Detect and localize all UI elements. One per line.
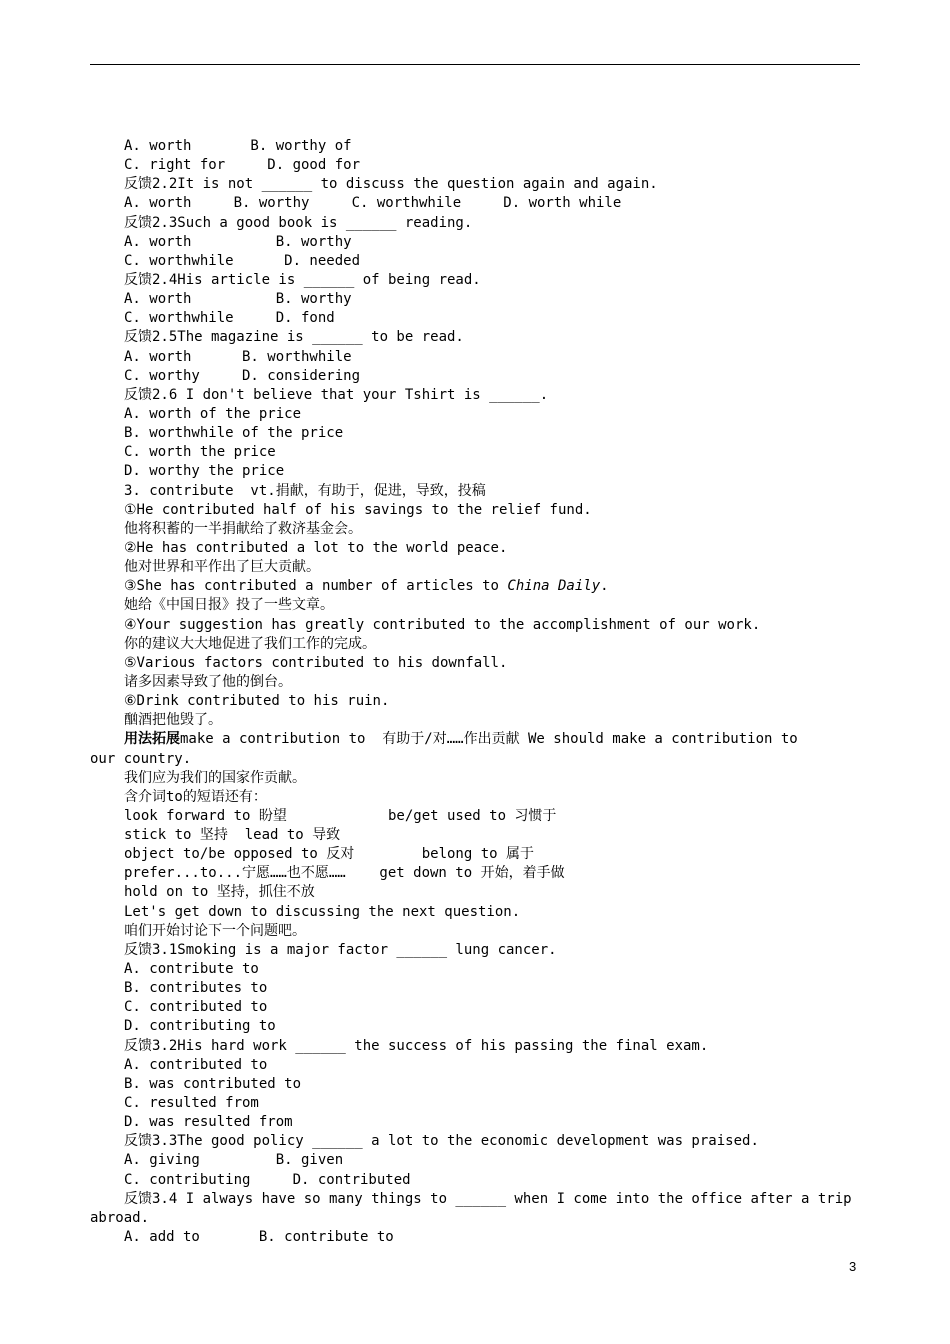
- usage-continuation: our country.: [90, 750, 192, 767]
- text-line: 酗酒把他毁了。: [124, 712, 222, 729]
- text-line: prefer...to...宁愿……也不愿…… get down to 开始，着手做: [124, 865, 565, 882]
- text-line: A. worth B. worthy C. worthwhile D. worth while: [124, 195, 622, 212]
- phrase-and-exercise-block: [90, 769, 860, 1190]
- question-3-4-continuation: abroad.: [90, 1209, 150, 1226]
- text-line: ①He contributed half of his savings to the relief fund.: [124, 501, 592, 518]
- text-line: stick to 坚持 lead to 导致: [124, 827, 341, 844]
- header-rule: [90, 64, 860, 65]
- text-line: ⑥Drink contributed to his ruin.: [124, 693, 390, 710]
- text-line: 反馈2.3Such a good book is ______ reading.: [124, 214, 473, 231]
- text-line: 3. contribute vt.捐献，有助于，促进，导致，投稿: [124, 482, 486, 499]
- text-line: A. contributed to: [124, 1056, 268, 1073]
- text-line: hold on to 坚持，抓住不放: [124, 884, 315, 901]
- text-line: 你的建议大大地促进了我们工作的完成。: [124, 635, 376, 652]
- text-line: Let's get down to discussing the next question.: [124, 903, 521, 920]
- text-line: 我们应为我们的国家作贡献。: [124, 769, 306, 786]
- text-line: object to/be opposed to 反对 belong to 属于: [124, 846, 535, 863]
- text-line: A. worth B. worthy: [124, 291, 352, 308]
- text-line: B. contributes to: [124, 980, 268, 997]
- text-line: A. worth B. worthwhile: [124, 348, 352, 365]
- text-line: C. contributing D. contributed: [124, 1171, 411, 1188]
- text-line: C. right for D. good for: [124, 157, 361, 174]
- usage-text: make a contribution to 有助于/对……作出贡献 We should make a contribution to: [180, 731, 798, 748]
- text-line: 反馈2.4His article is ______ of being read.: [124, 271, 481, 288]
- text-line: 反馈3.2His hard work ______ the success of his passing the final exam.: [124, 1037, 709, 1054]
- text-line: 反馈2.2It is not ______ to discuss the question again and again.: [124, 176, 658, 193]
- usage-label: 用法拓展: [124, 731, 180, 748]
- text-line: look forward to 盼望 be/get used to 习惯于: [124, 807, 557, 824]
- text-line: 反馈3.1Smoking is a major factor ______ lung cancer.: [124, 941, 557, 958]
- text-line: A. worth of the price: [124, 405, 302, 422]
- text-line: B. worthwhile of the price: [124, 425, 344, 442]
- example-block: [90, 596, 860, 730]
- text-line: C. worthy D. considering: [124, 367, 361, 384]
- document-body: [90, 137, 860, 1247]
- text-line: D. was resulted from: [124, 1114, 293, 1131]
- text-line: C. resulted from: [124, 1095, 259, 1112]
- usage-line: [90, 730, 860, 749]
- text-line: A. worth B. worthy: [124, 233, 352, 250]
- text-line: 他对世界和平作出了巨大贡献。: [124, 559, 320, 576]
- text-line: 反馈3.3The good policy ______ a lot to the economic development was praised.: [124, 1133, 759, 1150]
- text-line: 诸多因素导致了他的倒台。: [124, 673, 292, 690]
- text-line: B. was contributed to: [124, 1075, 302, 1092]
- text-line: D. contributing to: [124, 1018, 276, 1035]
- text-line: 咱们开始讨论下一个问题吧。: [124, 922, 306, 939]
- text-line: A. giving B. given: [124, 1152, 344, 1169]
- text-line: C. contributed to: [124, 999, 268, 1016]
- text-line: C. worthwhile D. needed: [124, 252, 361, 269]
- text-line: A. worth B. worthy of: [124, 138, 352, 154]
- page-number: 3: [849, 1259, 857, 1274]
- text-line: 他将积蓄的一半捐献给了救济基金会。: [124, 520, 362, 537]
- text-line: ⑤Various factors contributed to his downfall.: [124, 654, 508, 671]
- question-3-4-options: A. add to B. contribute to: [124, 1229, 394, 1246]
- text-line: 反馈2.6 I don't believe that your Tshirt is ______.: [124, 386, 549, 403]
- question-3-4: 反馈3.4 I always have so many things to ______ when I come into the office after a trip: [124, 1190, 852, 1207]
- text-line: 她给《中国日报》投了一些文章。: [124, 597, 334, 614]
- exercise-block-2: [90, 137, 860, 577]
- text-line: 反馈2.5The magazine is ______ to be read.: [124, 329, 464, 346]
- text-line: ②He has contributed a lot to the world peace.: [124, 539, 508, 556]
- text-line: A. contribute to: [124, 961, 259, 978]
- text-line: C. worth the price: [124, 444, 276, 461]
- text-line: 含介词to的短语还有：: [124, 788, 267, 805]
- italic-title: China Daily: [507, 578, 601, 595]
- text-line: ④Your suggestion has greatly contributed to the accomplishment of our work.: [124, 616, 761, 633]
- example-sentence-3: ③She has contributed a number of articles to China Daily.: [124, 578, 609, 595]
- text-line: C. worthwhile D. fond: [124, 310, 335, 327]
- text-line: D. worthy the price: [124, 463, 285, 480]
